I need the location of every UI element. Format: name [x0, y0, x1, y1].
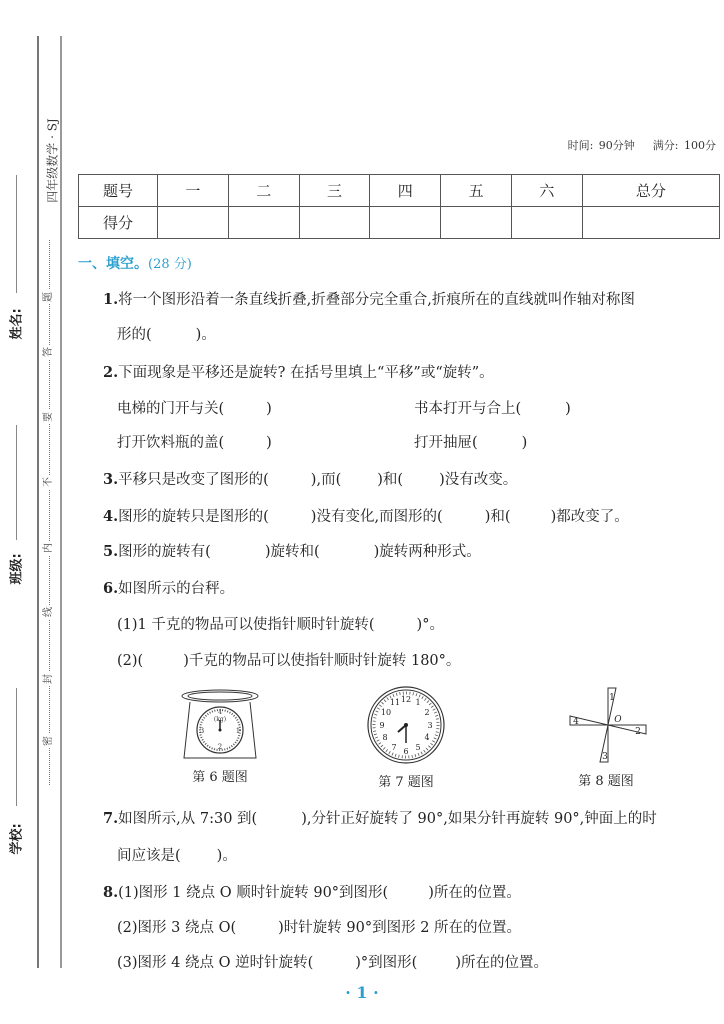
question-text: )所在的位置。	[428, 885, 521, 901]
margin-title-text: 四年级数学 · SJ	[45, 118, 60, 203]
svg-text:4: 4	[424, 733, 430, 742]
clock-icon	[366, 685, 446, 765]
exam-time: 时间: 90分钟	[567, 139, 635, 152]
svg-text:2: 2	[424, 708, 430, 717]
svg-text:1: 1	[609, 693, 615, 703]
seal-char: 不	[43, 477, 54, 487]
item-label: 打开饮料瓶的盖(	[117, 435, 225, 451]
question-number: 2.	[103, 364, 119, 381]
name-label-text: 姓名:	[9, 308, 25, 340]
question-number: 1.	[103, 291, 119, 308]
score-table-header-row	[79, 175, 720, 207]
score-table-header: 二	[228, 175, 299, 207]
question-text: ),分针正好旋转了 90°,如果分针再旋转 90°,钟面上的时	[301, 811, 657, 827]
svg-text:3: 3	[427, 721, 433, 730]
rotation-figure-icon	[564, 686, 648, 764]
question-4	[103, 505, 629, 526]
school-field-line[interactable]	[16, 688, 17, 806]
svg-text:4: 4	[218, 709, 222, 716]
score-table-header: 题号	[79, 175, 158, 207]
seal-char: 内	[43, 543, 54, 553]
question-text: )时针旋转 90°到图形 2 所在的位置。	[278, 920, 522, 936]
question-text: 将一个图形沿着一条直线折叠,折叠部分完全重合,折痕所在的直线就叫作轴对称图	[118, 292, 635, 308]
figure-clock	[358, 685, 454, 790]
question-number: 5.	[103, 543, 119, 560]
name-field-label	[4, 295, 25, 340]
score-cell[interactable]	[441, 207, 512, 239]
score-table-score-row	[79, 207, 720, 239]
question-6-sub1	[117, 613, 444, 634]
svg-text:2: 2	[635, 727, 641, 737]
question-2-item	[117, 431, 272, 452]
figure-scale	[170, 688, 270, 785]
question-text: (3)图形 4 绕点 O 逆时针旋转(	[117, 955, 314, 971]
question-7-cont	[117, 844, 237, 865]
score-cell[interactable]	[370, 207, 441, 239]
question-text: )°到图形(	[355, 955, 418, 971]
item-label: 书本打开与合上(	[414, 401, 522, 417]
school-field-label	[4, 810, 25, 855]
seal-char: 封	[43, 674, 54, 684]
question-6	[103, 577, 234, 598]
exam-meta	[568, 137, 716, 153]
section-title	[78, 253, 192, 273]
seal-char: 要	[43, 412, 54, 422]
question-text: )°。	[416, 617, 444, 633]
svg-text:9: 9	[379, 721, 385, 730]
binding-line-left	[37, 36, 39, 968]
figure-pinwheel	[556, 686, 656, 789]
question-number: 3.	[103, 471, 119, 488]
svg-text:7: 7	[391, 743, 397, 752]
seal-char: 密	[43, 736, 54, 746]
question-number: 7.	[103, 810, 119, 827]
item-label: 打开抽屉(	[414, 435, 478, 451]
score-table-header: 六	[511, 175, 582, 207]
item-close: )	[565, 401, 571, 417]
question-text: 形的(	[117, 327, 152, 343]
svg-text:1: 1	[415, 698, 421, 707]
figure-caption: 第 8 题图	[578, 774, 634, 789]
question-1	[103, 288, 635, 309]
score-cell[interactable]	[158, 207, 229, 239]
question-number: 8.	[103, 884, 119, 901]
question-2-item	[414, 397, 571, 418]
name-field-line[interactable]	[16, 175, 17, 293]
question-text: (1)1 千克的物品可以使指针顺时针旋转(	[117, 617, 375, 633]
svg-text:O: O	[614, 715, 622, 725]
question-text: 如图所示的台秤。	[118, 581, 235, 597]
question-7	[103, 807, 657, 828]
score-table	[78, 174, 720, 239]
question-text: )没有变化,而图形的(	[310, 509, 443, 525]
svg-text:(kg): (kg)	[213, 716, 227, 723]
section-title-text: 一、填空。	[78, 256, 148, 272]
item-close: )	[266, 435, 272, 451]
item-label: 电梯的门开与关(	[117, 401, 225, 417]
question-text: )旋转和(	[264, 544, 320, 560]
figure-caption: 第 6 题图	[192, 770, 248, 785]
question-text: )和(	[484, 509, 511, 525]
seal-dotted-line	[49, 240, 50, 785]
question-text: 下面现象是平移还是旋转? 在括号里填上“平移”或“旋转”。	[118, 365, 494, 381]
seal-char: 线	[43, 607, 54, 617]
score-table-header: 三	[299, 175, 370, 207]
question-text: )旋转两种形式。	[373, 544, 481, 560]
score-cell[interactable]	[299, 207, 370, 239]
item-close: )	[521, 435, 528, 451]
question-5	[103, 540, 481, 561]
class-field-label	[4, 540, 25, 585]
question-text: (2)图形 3 绕点 O(	[117, 920, 237, 936]
question-8-sub1	[103, 881, 521, 902]
svg-text:8: 8	[382, 733, 388, 742]
exam-full-score: 满分: 100分	[652, 139, 716, 152]
class-label-text: 班级:	[9, 553, 25, 585]
svg-text:6: 6	[403, 747, 409, 756]
kitchen-scale-icon	[178, 688, 262, 760]
section-points: (28 分)	[148, 257, 192, 272]
question-8-sub2	[117, 916, 521, 937]
seal-char: 答	[43, 347, 54, 357]
svg-text:10: 10	[380, 708, 392, 717]
question-text: 平移只是改变了图形的(	[118, 472, 269, 488]
svg-text:11: 11	[389, 698, 401, 707]
score-row-label: 得分	[79, 207, 158, 239]
question-text: 间应该是(	[117, 848, 181, 864]
question-8-sub3	[117, 951, 548, 972]
svg-text:2: 2	[217, 743, 223, 751]
question-text: )所在的位置。	[455, 955, 548, 971]
figure-caption: 第 7 题图	[378, 775, 434, 790]
question-6-sub2	[117, 649, 460, 670]
question-text: )。	[216, 848, 237, 864]
question-2-item	[414, 431, 527, 452]
question-number: 4.	[103, 508, 119, 525]
svg-text:4: 4	[573, 717, 579, 727]
question-text: )和(	[377, 472, 404, 488]
class-field-line[interactable]	[16, 425, 17, 540]
question-number: 6.	[103, 580, 119, 597]
question-2-item	[117, 397, 272, 418]
question-text: (1)图形 1 绕点 O 顺时针旋转 90°到图形(	[118, 885, 389, 901]
svg-text:1: 1	[235, 727, 241, 735]
svg-text:3: 3	[602, 752, 608, 762]
score-table-header: 一	[158, 175, 229, 207]
question-3	[103, 468, 517, 489]
question-text: (2)(	[117, 653, 144, 669]
question-text: )没有改变。	[439, 472, 518, 488]
margin-title	[42, 110, 58, 210]
question-text: ),而(	[310, 472, 342, 488]
question-2	[103, 361, 494, 382]
score-cell[interactable]	[228, 207, 299, 239]
school-label-text: 学校:	[9, 823, 25, 855]
score-cell[interactable]	[582, 207, 719, 239]
score-cell[interactable]	[511, 207, 582, 239]
score-table-header: 四	[370, 175, 441, 207]
page-number: · 1 ·	[345, 983, 379, 1002]
question-text: )。	[195, 327, 216, 343]
question-text: 如图所示,从 7:30 到(	[118, 811, 258, 827]
svg-text:12: 12	[400, 695, 412, 704]
question-text: )都改变了。	[550, 509, 629, 525]
score-table-header: 五	[441, 175, 512, 207]
item-close: )	[266, 401, 272, 417]
question-text: )千克的物品可以使指针顺时针旋转 180°。	[183, 653, 461, 669]
svg-text:3: 3	[199, 727, 205, 735]
question-1-cont	[117, 323, 216, 344]
svg-text:5: 5	[415, 743, 421, 752]
question-text: 图形的旋转有(	[118, 544, 211, 560]
question-text: 图形的旋转只是图形的(	[118, 509, 269, 525]
seal-char: 题	[43, 292, 54, 302]
score-table-header: 总分	[582, 175, 719, 207]
